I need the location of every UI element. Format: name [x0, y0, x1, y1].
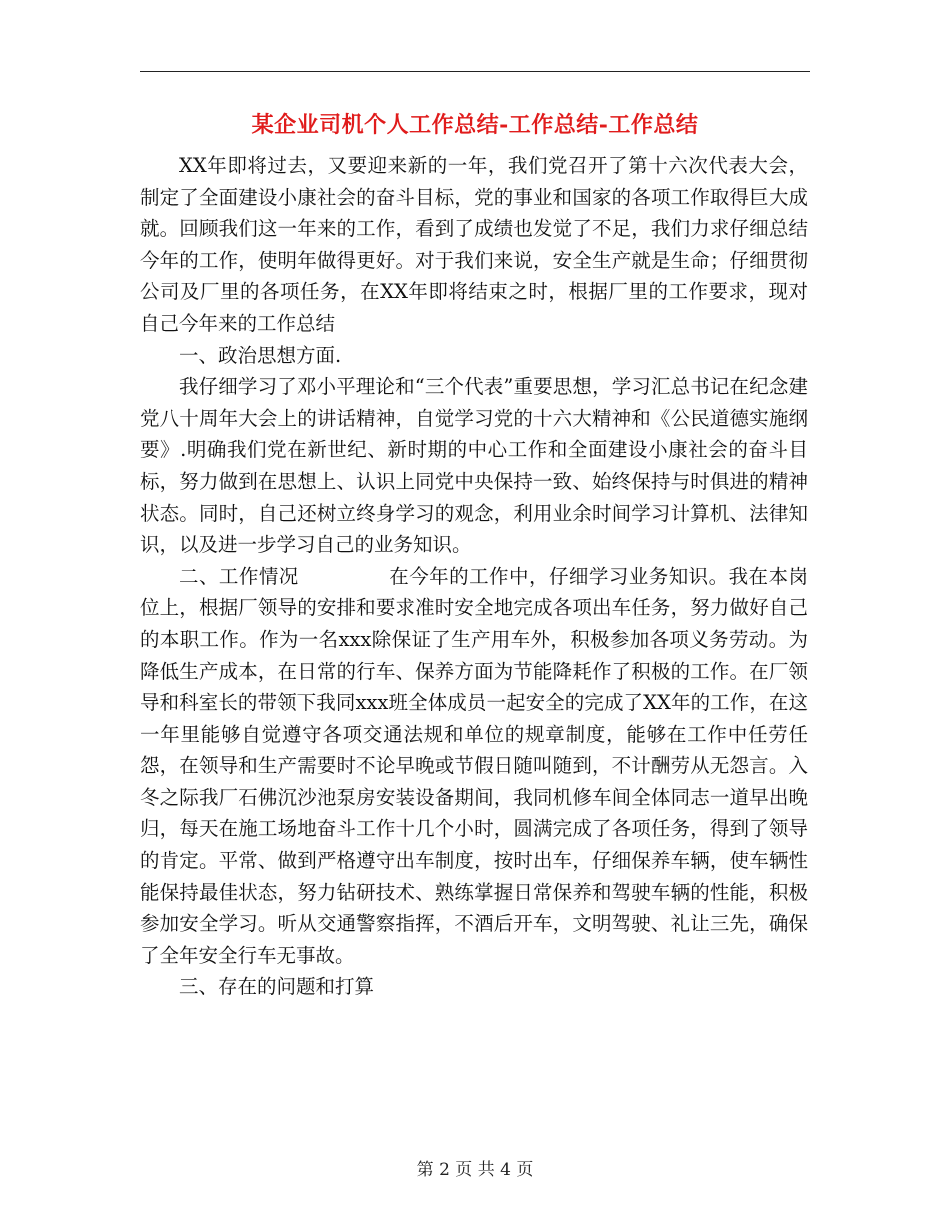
page-number-footer: 第 2 页 共 4 页 [416, 1160, 534, 1180]
intro-paragraph: XX年即将过去，又要迎来新的一年，我们党召开了第十六次代表大会，制定了全面建设小康社会的奋斗目标，党的事业和国家的各项工作取得巨大成就。回顾我们这一年来的工作，看到了成绩也发觉了不足，我们力求仔细总结今年的工作，使明年做得更好。对于我们来说，安全生产就是生命；仔细贯彻公司及厂里的各项任务，在XX年即将结束之时，根据厂里的工作要求，现对自己今年来的工作总结 [140, 154, 808, 335]
section-2-heading: 二、工作情况 [179, 564, 299, 588]
document-title: 某企业司机个人工作总结-工作总结-工作总结 [251, 112, 699, 138]
section-1-paragraph: 我仔细学习了邓小平理论和“三个代表”重要思想，学习汇总书记在纪念建党八十周年大会上的讲话精神，自觉学习党的十六大精神和《公民道德实施纲要》.明确我们党在新世纪、新时期的中心工作和全面建设小康社会的奋斗目标，努力做到在思想上、认识上同党中央保持一致、始终保持与时俱进的精神状态。同时，自己还树立终身学习的观念，利用业余时间学习计算机、法律知识，以及进一步学习自己的业务知识。 [140, 375, 808, 557]
section-1-heading: 一、政治思想方面. [179, 343, 342, 367]
section-2-body: 在今年的工作中，仔细学习业务知识。我在本岗位上，根据厂领导的安排和要求准时安全地完成各项出车任务，努力做好自己的本职工作。作为一名xxx除保证了生产用车外，积极参加各项义务劳动。为降低生产成本，在日常的行车、保养方面为节能降耗作了积极的工作。在厂领导和科室长的带领下我同xxx班全体成员一起安全的完成了XX年的工作，在这一年里能够自觉遵守各项交通法规和单位的规章制度，能够在工作中任劳任怨，在领导和生产需要时不论早晚或节假日随叫随到，不计酬劳从无怨言。入冬之际我厂石佛沉沙池泵房安装设备期间，我同机修车间全体同志一道早出晚归，每天在施工场地奋斗工作十几个小时，圆满完成了各项任务，得到了领导的肯定。平常、做到严格遵守出车制度，按时出车，仔细保养车辆，使车辆性能保持最佳状态，努力钻研技术、熟练掌握日常保养和驾驶车辆的性能，积极参加安全学习。听从交通警察指挥，不酒后开车，文明驾驶、礼让三先，确保了全年安全行车无事故。 [140, 564, 808, 967]
section-2-paragraph [140, 561, 808, 972]
header-rule [140, 71, 810, 72]
document-body [140, 150, 808, 1003]
section-3-heading: 三、存在的问题和打算 [179, 975, 375, 999]
